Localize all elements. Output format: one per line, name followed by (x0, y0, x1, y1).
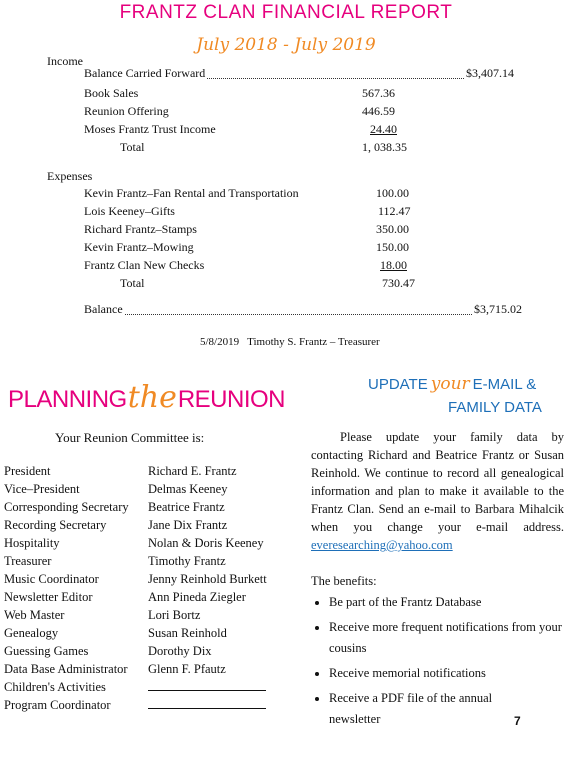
committee-intro: Your Reunion Committee is: (55, 430, 205, 445)
treasurer-signature: 5/8/2019 Timothy S. Frantz – Treasurer (200, 336, 380, 348)
page-number: 7 (514, 714, 521, 728)
committee-role: Treasurer (4, 554, 52, 568)
report-subtitle: July 2018 - July 2019 (196, 35, 376, 55)
benefits-heading: The benefits: (311, 574, 377, 588)
income-label: Moses Frantz Trust Income (84, 122, 216, 136)
dot-leader (125, 302, 472, 315)
committee-name: Nolan & Doris Keeney (148, 536, 264, 550)
planning-title-part1: PLANNING (8, 386, 127, 413)
expense-total-label: Total (120, 276, 145, 290)
planning-title-part3: REUNION (177, 386, 286, 413)
income-total-label: Total (120, 140, 145, 154)
expense-label: Kevin Frantz–Mowing (84, 240, 194, 254)
expense-label: Richard Frantz–Stamps (84, 222, 197, 236)
income-heading: Income (47, 54, 83, 68)
committee-row (4, 570, 294, 588)
committee-name: Ann Pineda Ziegler (148, 590, 246, 604)
expense-label: Lois Keeney–Gifts (84, 204, 175, 218)
income-item (84, 120, 424, 138)
expense-amount: 150.00 (376, 240, 409, 254)
committee-row (4, 660, 294, 678)
committee-name: Susan Reinhold (148, 626, 227, 640)
expense-item (84, 238, 424, 256)
income-amount: 446.59 (362, 104, 395, 118)
committee-role: Data Base Administrator (4, 662, 128, 676)
expense-item (84, 184, 424, 202)
dot-leader (207, 66, 464, 79)
committee-row (4, 534, 294, 552)
committee-role: Hospitality (4, 536, 60, 550)
benefits-list (311, 592, 571, 730)
expense-items (84, 184, 424, 292)
expense-total-row (84, 274, 424, 292)
planning-title-part2: the (127, 380, 177, 415)
balance-forward-amount: $3,407.14 (466, 66, 514, 80)
balance-label: Balance (84, 302, 123, 316)
committee-role: Genealogy (4, 626, 59, 640)
update-title-part1: UPDATE (368, 376, 428, 393)
committee-role: Corresponding Secretary (4, 500, 129, 514)
committee-name: Jenny Reinhold Burkett (148, 572, 267, 586)
committee-row (4, 516, 294, 534)
committee-row (4, 624, 294, 642)
committee-row (4, 678, 294, 696)
expense-amount: 112.47 (378, 204, 411, 218)
committee-name: Dorothy Dix (148, 644, 212, 658)
committee-name: Timothy Frantz (148, 554, 226, 568)
update-title-part3: E-MAIL & (472, 376, 537, 393)
expense-label: Frantz Clan New Checks (84, 258, 205, 272)
committee-role: Newsletter Editor (4, 590, 93, 604)
expense-item (84, 220, 424, 238)
email-link[interactable]: everesearching@yahoo.com (311, 538, 453, 552)
committee-name: Glenn F. Pfautz (148, 662, 226, 676)
benefit-item: • Receive more frequent notifications from your cousins (329, 617, 571, 659)
committee-role: Music Coordinator (4, 572, 99, 586)
planning-title (8, 380, 285, 415)
committee-name: Beatrice Frantz (148, 500, 225, 514)
committee-name: Lori Bortz (148, 608, 201, 622)
committee-name: Delmas Keeney (148, 482, 228, 496)
committee-row (4, 642, 294, 660)
income-label: Reunion Offering (84, 104, 169, 118)
expense-item (84, 256, 424, 274)
expense-amount: 350.00 (376, 222, 409, 236)
committee-row (4, 480, 294, 498)
benefit-item: • Be part of the Frantz Database (329, 592, 571, 613)
balance-forward-row (84, 66, 514, 84)
committee-row (4, 606, 294, 624)
committee-name: Richard E. Frantz (148, 464, 237, 478)
income-item (84, 102, 424, 120)
update-title-part2: your (430, 374, 470, 394)
committee-role: Web Master (4, 608, 65, 622)
committee-role: Vice–President (4, 482, 80, 496)
income-total-amount: 1, 038.35 (362, 140, 407, 154)
expense-item (84, 202, 424, 220)
income-items (84, 84, 424, 156)
balance-row (84, 302, 522, 320)
expense-label: Kevin Frantz–Fan Rental and Transportation (84, 186, 299, 200)
update-title-line2: FAMILY DATA (448, 399, 542, 416)
committee-row (4, 552, 294, 570)
expenses-heading: Expenses (47, 169, 93, 183)
update-body-block (311, 428, 564, 554)
income-item (84, 84, 424, 102)
committee-name: Jane Dix Frantz (148, 518, 228, 532)
committee-name-blank (148, 696, 266, 709)
committee-list (4, 462, 294, 714)
benefits-list-block (311, 592, 571, 734)
benefit-item: • Receive a PDF file of the annual newsletter (329, 688, 571, 730)
update-title (368, 374, 536, 394)
committee-row (4, 588, 294, 606)
committee-row (4, 696, 294, 714)
income-amount: 567.36 (362, 86, 395, 100)
expense-amount: 18.00 (380, 258, 407, 272)
balance-forward-label: Balance Carried Forward (84, 66, 206, 80)
income-total-row (84, 138, 424, 156)
balance-amount: $3,715.02 (474, 302, 522, 316)
expense-amount: 100.00 (376, 186, 409, 200)
update-body: Please update your family data by contacting Richard and Beatrice Frantz or Susan Reinhold. We continue to record all genealogical information and plan to make it available to the Frantz Clan. Send an e-mail to Barbara Mihalcik when you change your e-mail address. (311, 430, 564, 534)
committee-row (4, 462, 294, 480)
expense-total-amount: 730.47 (382, 276, 415, 290)
committee-row (4, 498, 294, 516)
income-label: Book Sales (84, 86, 139, 100)
committee-role: Program Coordinator (4, 698, 111, 712)
committee-role: Recording Secretary (4, 518, 107, 532)
income-amount: 24.40 (370, 122, 397, 136)
committee-name-blank (148, 678, 266, 691)
committee-role: President (4, 464, 51, 478)
benefit-item: • Receive memorial notifications (329, 663, 571, 684)
committee-role: Guessing Games (4, 644, 89, 658)
committee-role: Children's Activities (4, 680, 106, 694)
report-title: FRANTZ CLAN FINANCIAL REPORT (119, 2, 453, 23)
